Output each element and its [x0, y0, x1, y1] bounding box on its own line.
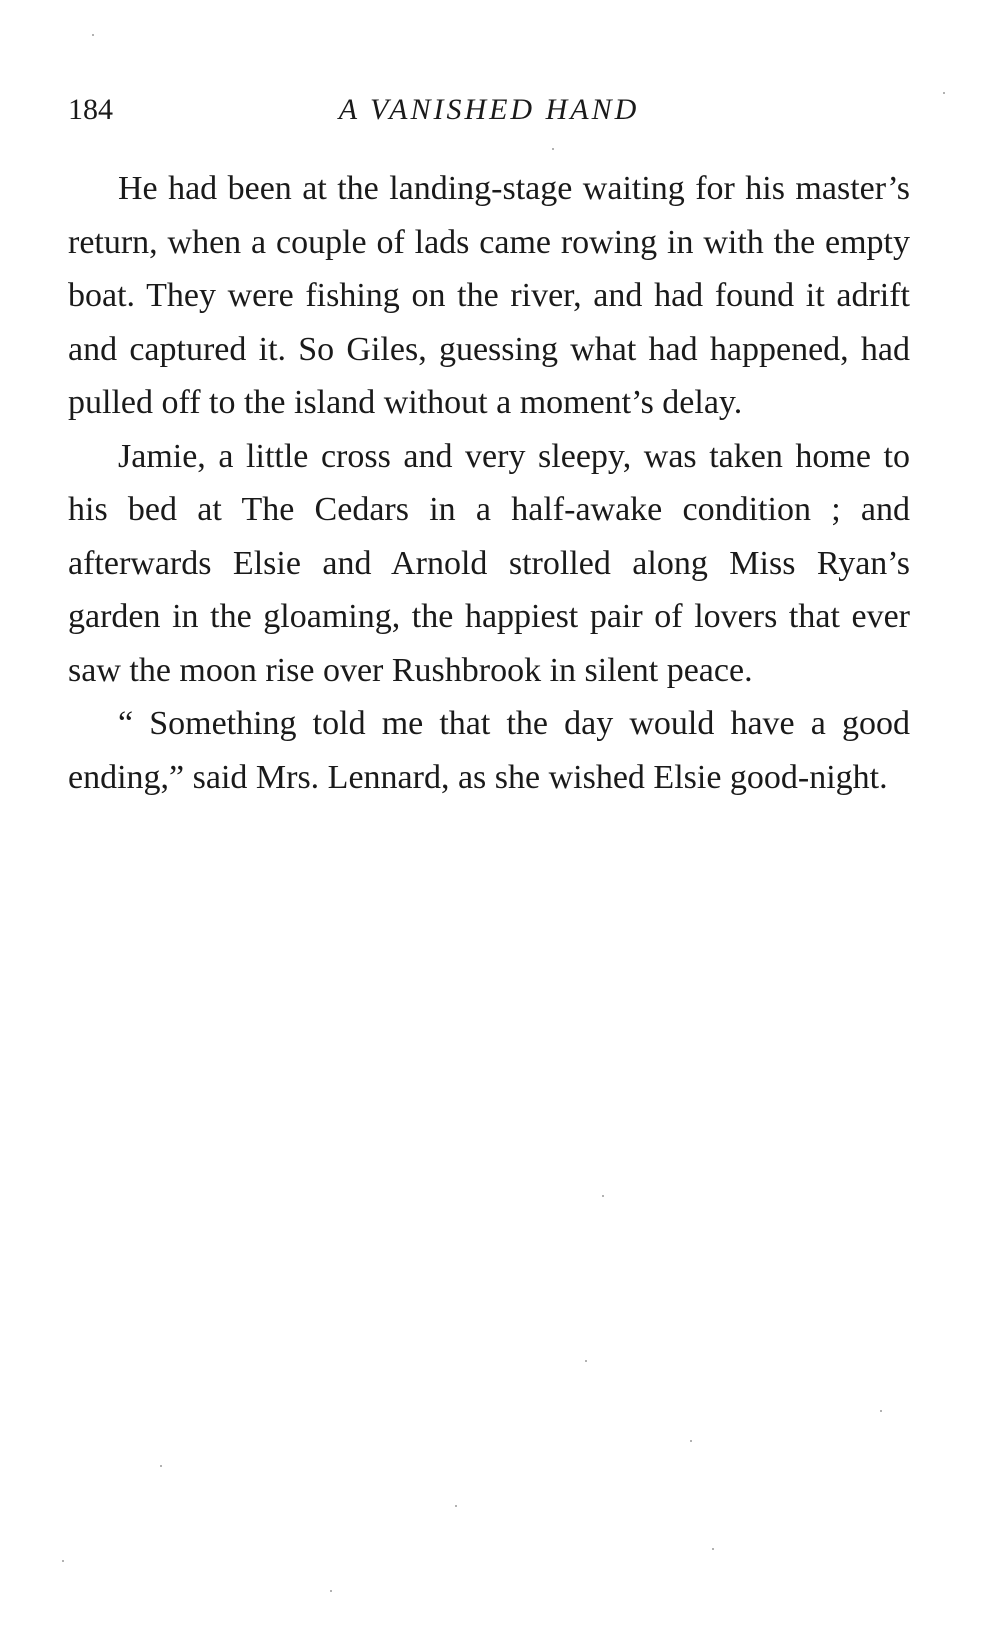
running-head	[68, 88, 910, 132]
running-title: A VANISHED HAND	[338, 93, 640, 126]
body-text	[68, 162, 910, 804]
paragraph-1: He had been at the landing-stage waiting for his master’s return, when a couple of lads came rowing in with the empty boat. They were fishing on the river, and had found it adrift and captured it. So Giles, guessing what had happened, had pulled off to the island without a moment’s delay.	[68, 170, 910, 421]
paragraph-3: “ Something told me that the day would have a good ending,” said Mrs. Lennard, as she wished Elsie good-night.	[68, 705, 910, 796]
paragraph-2: Jamie, a little cross and very sleepy, was taken home to his bed at The Cedars in a half-awake condition ; and afterwards Elsie and Arnold strolled along Miss Ryan’s garden in the gloaming, the happiest pair of lovers that ever saw the moon rise over Rushbrook in silent peace.	[68, 437, 910, 689]
page-number: 184	[68, 93, 113, 126]
